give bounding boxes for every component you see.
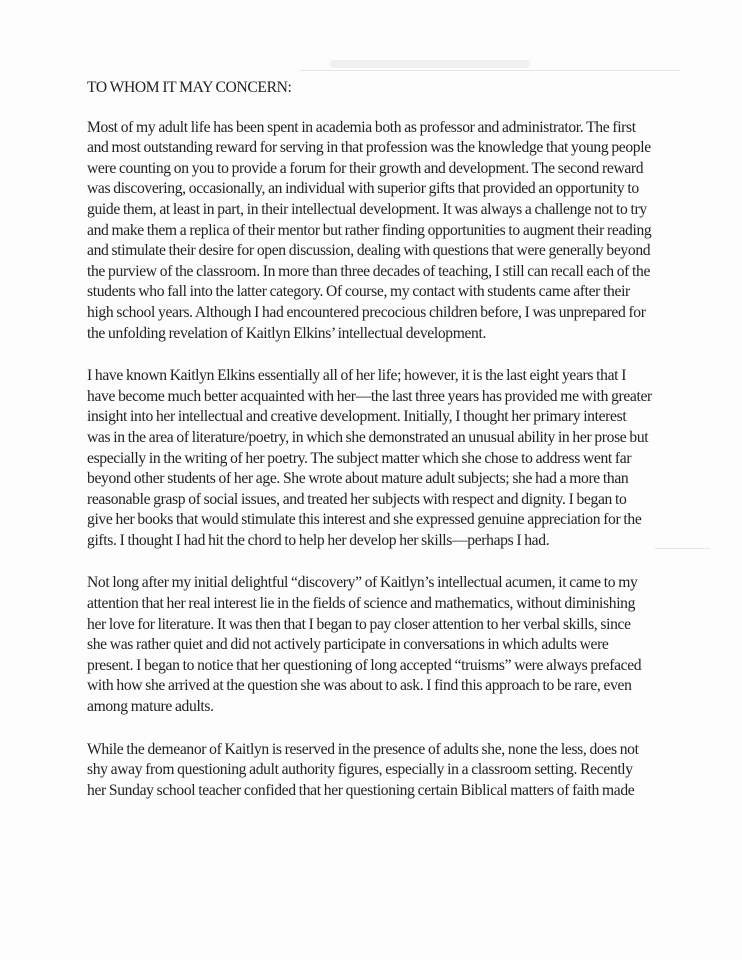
- scan-artifact-top: [300, 70, 680, 71]
- text-line: with how she arrived at the question she was about to ask. I find this approach to be rare, even: [87, 677, 632, 695]
- text-line: present. I began to notice that her questioning of long accepted “truisms” were always prefaced: [87, 656, 642, 674]
- text-line: and most outstanding reward for serving in that profession was the knowledge that young people: [87, 139, 651, 157]
- text-line: she was rather quiet and did not actively participate in conversations in which adults were: [87, 636, 609, 654]
- text-line: Not long after my initial delightful “discovery” of Kaitlyn’s intellectual acumen, it came to my: [87, 574, 638, 592]
- text-line: was discovering, occasionally, an individual with superior gifts that provided an opportunity to: [87, 180, 639, 198]
- text-line: her Sunday school teacher confided that her questioning certain Biblical matters of faith made: [87, 781, 635, 799]
- text-line: the purview of the classroom. In more than three decades of teaching, I still can recall each of the: [87, 262, 651, 280]
- text-line: and make them a replica of their mentor but rather finding opportunities to augment their reading: [87, 221, 652, 239]
- text-line: and stimulate their desire for open discussion, dealing with questions that were generally beyond: [87, 242, 651, 260]
- text-line: Most of my adult life has been spent in academia both as professor and administrator. The first: [87, 118, 636, 136]
- text-line: students who fall into the latter category. Of course, my contact with students came after their: [87, 283, 630, 301]
- text-line: high school years. Although I had encountered precocious children before, I was unprepared for: [87, 303, 646, 321]
- text-line: the unfolding revelation of Kaitlyn Elkins’ intellectual development.: [87, 324, 487, 342]
- scan-smudge: [330, 60, 530, 68]
- text-line: have become much better acquainted with her—the last three years has provided me with greater: [87, 387, 652, 405]
- text-line: was in the area of literature/poetry, in which she demonstrated an unusual ability in her prose but: [87, 428, 649, 446]
- text-line: While the demeanor of Kaitlyn is reserved in the presence of adults she, none the less, does not: [87, 740, 639, 758]
- text-line: especially in the writing of her poetry. The subject matter which she chose to address went far: [87, 449, 632, 467]
- text-line: guide them, at least in part, in their intellectual development. It was always a challenge not to try: [87, 200, 647, 218]
- scan-artifact-right: [655, 548, 710, 549]
- text-line: among mature adults.: [87, 698, 214, 716]
- salutation: TO WHOM IT MAY CONCERN:: [87, 79, 292, 96]
- paragraph-4: [87, 740, 657, 802]
- text-line: give her books that would stimulate this interest and she expressed genuine appreciation for the: [87, 511, 642, 529]
- text-line: her love for literature. It was then that I began to pay closer attention to her verbal skills, since: [87, 615, 631, 633]
- text-line: insight into her intellectual and creative development. Initially, I thought her primary interest: [87, 408, 627, 426]
- text-line: beyond other students of her age. She wrote about mature adult subjects; she had a more than: [87, 470, 629, 488]
- paragraph-2: [87, 366, 657, 551]
- text-line: were counting on you to provide a forum for their growth and development. The second reward: [87, 159, 644, 177]
- text-line: reasonable grasp of social issues, and treated her subjects with respect and dignity. I began to: [87, 490, 627, 508]
- text-line: I have known Kaitlyn Elkins essentially all of her life; however, it is the last eight years that I: [87, 367, 627, 385]
- text-line: gifts. I thought I had hit the chord to help her develop her skills—perhaps I had.: [87, 531, 550, 549]
- paragraph-1: [87, 118, 657, 345]
- paragraph-3: [87, 573, 657, 717]
- letter-body: [87, 78, 657, 823]
- text-line: attention that her real interest lie in the fields of science and mathematics, without diminishing: [87, 595, 636, 613]
- text-line: shy away from questioning adult authority figures, especially in a classroom setting. Recently: [87, 761, 633, 779]
